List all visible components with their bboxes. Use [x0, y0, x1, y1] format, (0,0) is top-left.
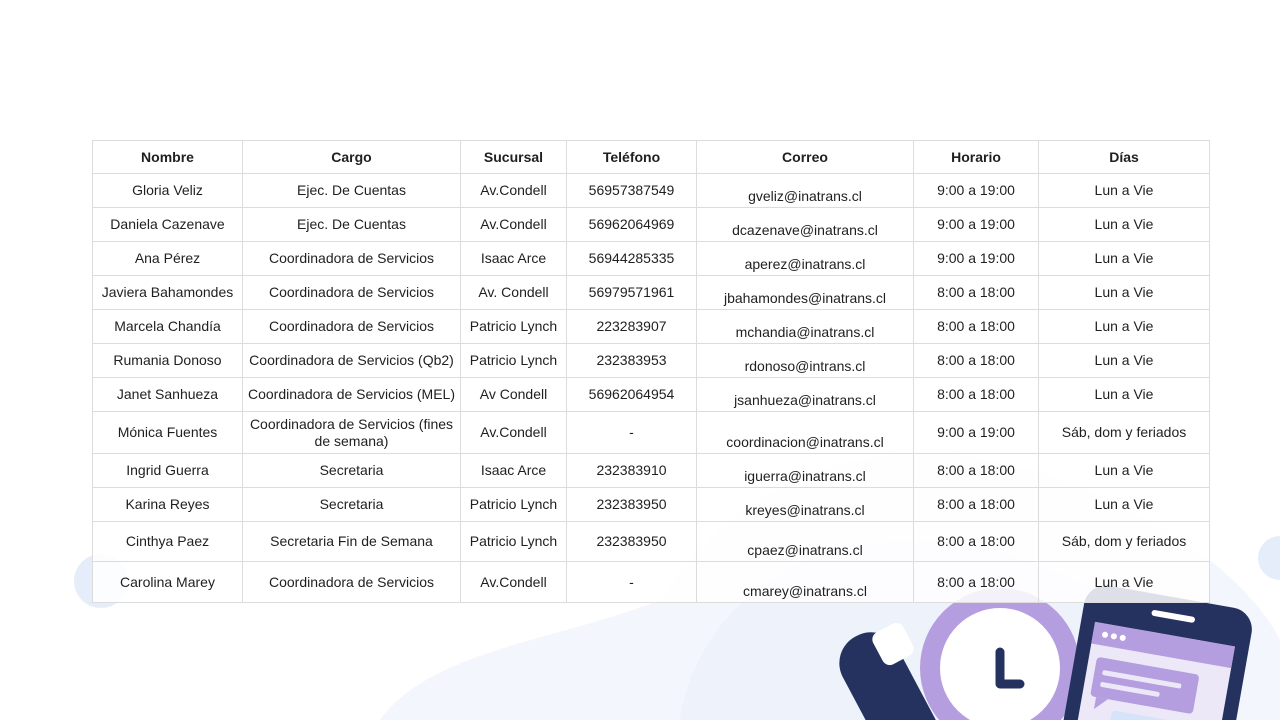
cell-nombre: Janet Sanhueza	[93, 378, 243, 412]
table-row	[93, 378, 1210, 412]
cell-horario: 8:00 a 18:00	[914, 562, 1039, 603]
cell-dias: Lun a Vie	[1039, 562, 1210, 603]
cell-nombre: Karina Reyes	[93, 488, 243, 522]
cell-nombre: Marcela Chandía	[93, 310, 243, 344]
cell-sucursal: Av.Condell	[461, 562, 567, 603]
cell-horario: 8:00 a 18:00	[914, 310, 1039, 344]
cell-horario: 8:00 a 18:00	[914, 378, 1039, 412]
table-row	[93, 522, 1210, 562]
table-row	[93, 562, 1210, 603]
cell-nombre: Cinthya Paez	[93, 522, 243, 562]
cell-telefono: 232383950	[567, 522, 697, 562]
cell-cargo: Coordinadora de Servicios (MEL)	[243, 378, 461, 412]
header-horario: Horario	[914, 141, 1039, 174]
cell-nombre: Carolina Marey	[93, 562, 243, 603]
cell-horario: 9:00 a 19:00	[914, 412, 1039, 454]
cell-cargo: Ejec. De Cuentas	[243, 208, 461, 242]
header-sucursal: Sucursal	[461, 141, 567, 174]
cell-horario: 9:00 a 19:00	[914, 242, 1039, 276]
cell-sucursal: Isaac Arce	[461, 454, 567, 488]
cell-sucursal: Av.Condell	[461, 208, 567, 242]
cell-sucursal: Av.Condell	[461, 174, 567, 208]
cell-telefono: 232383953	[567, 344, 697, 378]
cell-telefono: 56957387549	[567, 174, 697, 208]
cell-cargo: Coordinadora de Servicios (fines de semana)	[243, 412, 461, 454]
table-row	[93, 276, 1210, 310]
table-row	[93, 174, 1210, 208]
cell-telefono: 56979571961	[567, 276, 697, 310]
cell-dias: Lun a Vie	[1039, 276, 1210, 310]
cell-correo: gveliz@inatrans.cl	[697, 174, 914, 208]
cell-dias: Lun a Vie	[1039, 242, 1210, 276]
cell-cargo: Coordinadora de Servicios	[243, 276, 461, 310]
cell-nombre: Gloria Veliz	[93, 174, 243, 208]
cell-telefono: 232383910	[567, 454, 697, 488]
cell-telefono: 232383950	[567, 488, 697, 522]
cell-nombre: Javiera Bahamondes	[93, 276, 243, 310]
cell-correo: jsanhueza@inatrans.cl	[697, 378, 914, 412]
cell-correo: iguerra@inatrans.cl	[697, 454, 914, 488]
cell-nombre: Daniela Cazenave	[93, 208, 243, 242]
cell-cargo: Secretaria	[243, 454, 461, 488]
cell-correo: coordinacion@inatrans.cl	[697, 412, 914, 454]
header-cargo: Cargo	[243, 141, 461, 174]
cell-cargo: Secretaria Fin de Semana	[243, 522, 461, 562]
cell-dias: Lun a Vie	[1039, 344, 1210, 378]
header-dias: Días	[1039, 141, 1210, 174]
cell-correo: cmarey@inatrans.cl	[697, 562, 914, 603]
cell-dias: Lun a Vie	[1039, 488, 1210, 522]
cell-correo: dcazenave@inatrans.cl	[697, 208, 914, 242]
table-row	[93, 488, 1210, 522]
table-row	[93, 310, 1210, 344]
cell-sucursal: Patricio Lynch	[461, 522, 567, 562]
header-telefono: Teléfono	[567, 141, 697, 174]
cell-telefono: 56962064969	[567, 208, 697, 242]
cell-nombre: Mónica Fuentes	[93, 412, 243, 454]
cell-horario: 8:00 a 18:00	[914, 488, 1039, 522]
cell-dias: Lun a Vie	[1039, 454, 1210, 488]
table-header-row	[93, 141, 1210, 174]
cell-dias: Lun a Vie	[1039, 378, 1210, 412]
cell-horario: 8:00 a 18:00	[914, 454, 1039, 488]
cell-telefono: 56944285335	[567, 242, 697, 276]
cell-telefono: -	[567, 412, 697, 454]
cell-dias: Lun a Vie	[1039, 310, 1210, 344]
cell-correo: cpaez@inatrans.cl	[697, 522, 914, 562]
cell-horario: 9:00 a 19:00	[914, 208, 1039, 242]
cell-correo: kreyes@inatrans.cl	[697, 488, 914, 522]
decorative-dot-right	[1258, 536, 1280, 580]
cell-sucursal: Patricio Lynch	[461, 344, 567, 378]
cell-telefono: -	[567, 562, 697, 603]
contacts-table	[92, 140, 1210, 603]
cell-telefono: 223283907	[567, 310, 697, 344]
cell-sucursal: Patricio Lynch	[461, 488, 567, 522]
cell-nombre: Rumania Donoso	[93, 344, 243, 378]
cell-correo: rdonoso@intrans.cl	[697, 344, 914, 378]
cell-sucursal: Av.Condell	[461, 412, 567, 454]
cell-cargo: Coordinadora de Servicios	[243, 562, 461, 603]
cell-dias: Sáb, dom y feriados	[1039, 522, 1210, 562]
cell-nombre: Ingrid Guerra	[93, 454, 243, 488]
cell-dias: Sáb, dom y feriados	[1039, 412, 1210, 454]
table-row	[93, 412, 1210, 454]
cell-dias: Lun a Vie	[1039, 208, 1210, 242]
table-row	[93, 208, 1210, 242]
cell-telefono: 56962064954	[567, 378, 697, 412]
cell-correo: jbahamondes@inatrans.cl	[697, 276, 914, 310]
cell-horario: 8:00 a 18:00	[914, 522, 1039, 562]
contacts-table-container	[92, 140, 1209, 603]
cell-nombre: Ana Pérez	[93, 242, 243, 276]
cell-horario: 8:00 a 18:00	[914, 276, 1039, 310]
cell-correo: aperez@inatrans.cl	[697, 242, 914, 276]
cell-horario: 9:00 a 19:00	[914, 174, 1039, 208]
cell-dias: Lun a Vie	[1039, 174, 1210, 208]
header-nombre: Nombre	[93, 141, 243, 174]
table-row	[93, 344, 1210, 378]
cell-cargo: Coordinadora de Servicios (Qb2)	[243, 344, 461, 378]
cell-sucursal: Av. Condell	[461, 276, 567, 310]
cell-sucursal: Patricio Lynch	[461, 310, 567, 344]
cell-sucursal: Av Condell	[461, 378, 567, 412]
cell-horario: 8:00 a 18:00	[914, 344, 1039, 378]
cell-correo: mchandia@inatrans.cl	[697, 310, 914, 344]
table-row	[93, 454, 1210, 488]
table-row	[93, 242, 1210, 276]
cell-cargo: Ejec. De Cuentas	[243, 174, 461, 208]
cell-sucursal: Isaac Arce	[461, 242, 567, 276]
cell-cargo: Coordinadora de Servicios	[243, 242, 461, 276]
cell-cargo: Secretaria	[243, 488, 461, 522]
header-correo: Correo	[697, 141, 914, 174]
cell-cargo: Coordinadora de Servicios	[243, 310, 461, 344]
